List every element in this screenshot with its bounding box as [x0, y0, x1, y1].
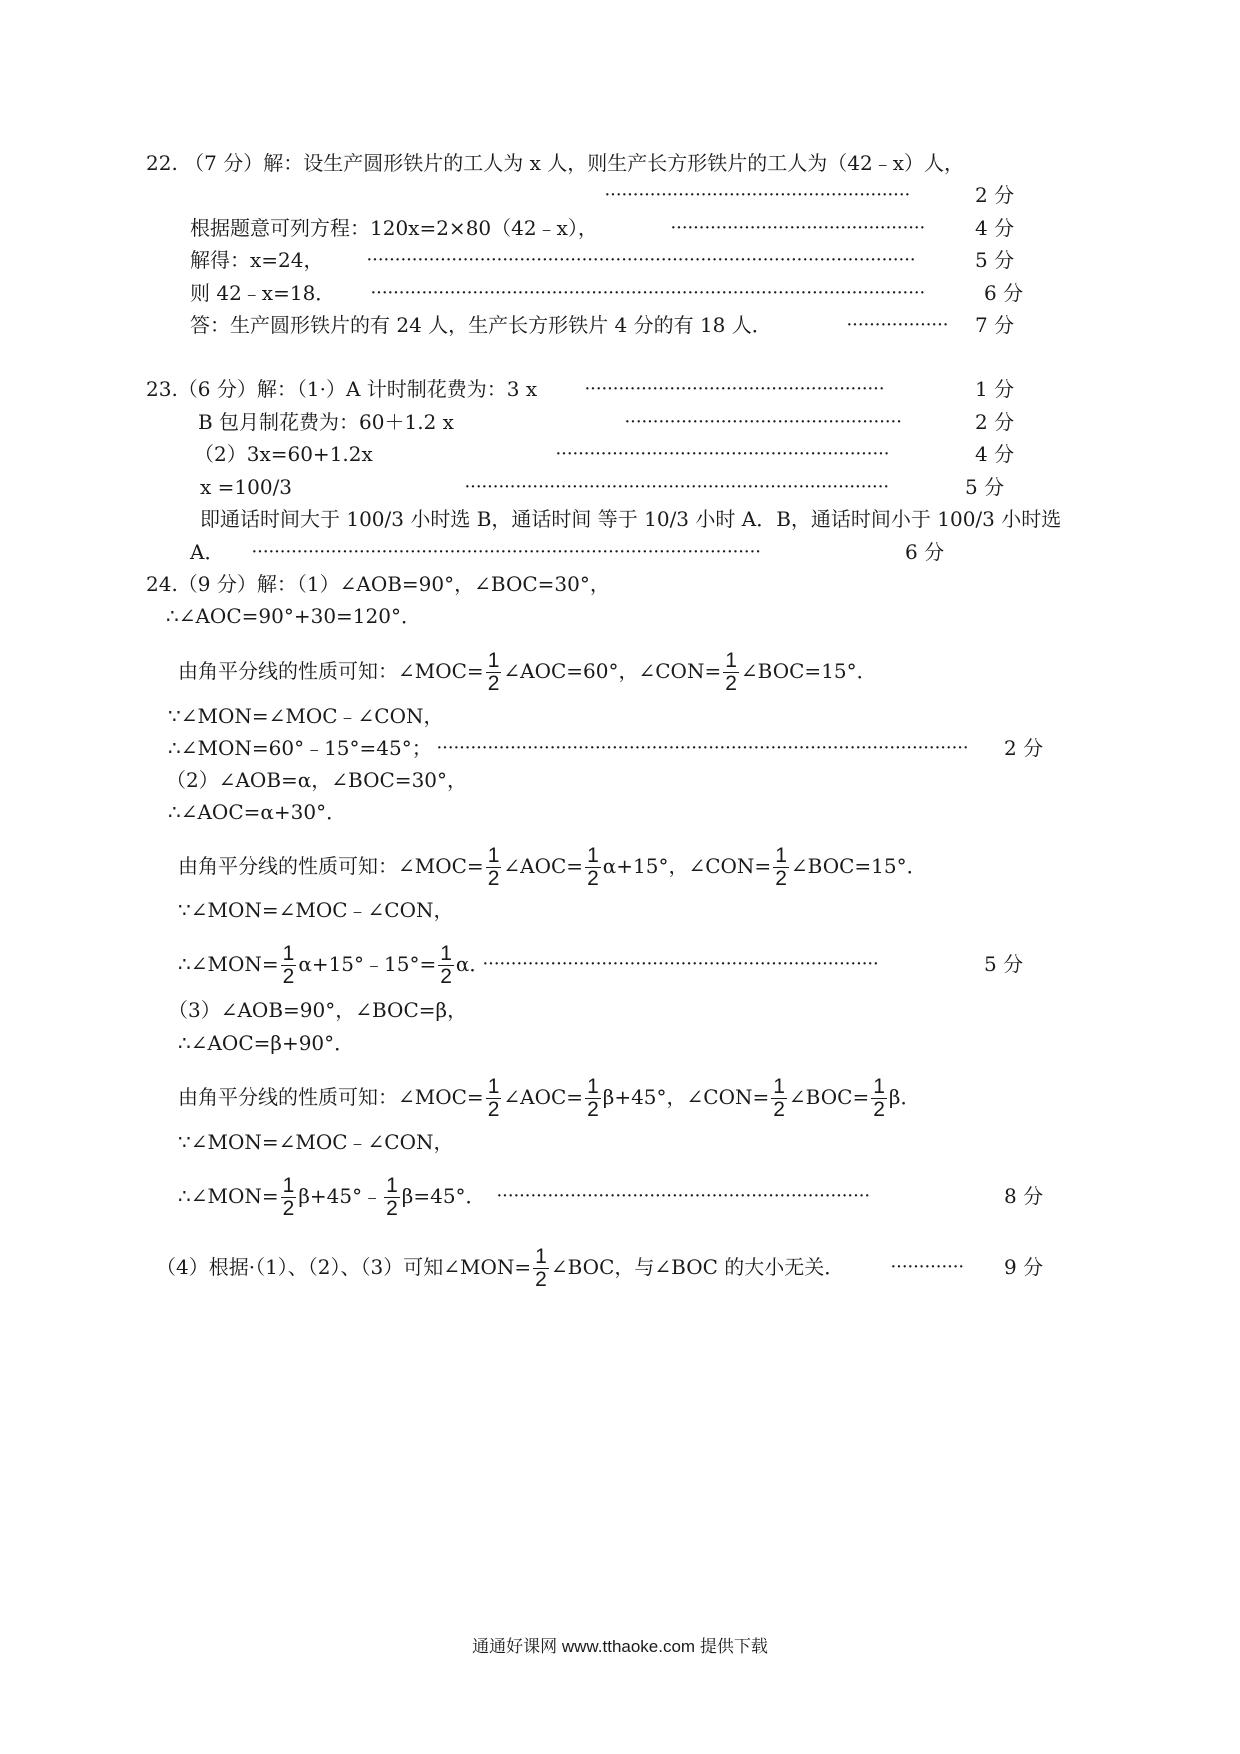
q24-line-2: ∴∠AOC=90°+30=120°． [166, 604, 421, 628]
q23-line-2: B 包月制花费为：60＋1.2 x [198, 410, 454, 434]
q24-line-7: ∴∠AOC=α+30°． [168, 800, 347, 824]
q24-line-10-text-a: ∴∠MON= [178, 952, 279, 976]
q24-line-13-text-a: 由角平分线的性质可知：∠MOC= [178, 1085, 484, 1109]
fraction-half: $\frac{1}{2}$ [440, 942, 452, 988]
q24-line-3-text-a: 由角平分线的性质可知：∠MOC= [178, 659, 484, 683]
q22-dots-4: ·································································································· [370, 282, 925, 304]
q24-line-13-text-b: ∠AOC= [503, 1085, 584, 1109]
q24-line-11: （3）∠AOB=90°，∠BOC=β， [168, 998, 468, 1022]
q24-line-13-text-d: ∠BOC= [788, 1085, 870, 1109]
fraction-half: $\frac{1}{2}$ [535, 1245, 547, 1291]
q23-dots-2: ················································· [624, 411, 902, 433]
q22-line-4: 则 42﹣x=18． [190, 281, 336, 305]
fraction-half: $\frac{1}{2}$ [282, 1174, 295, 1220]
q24-score-5: 2 分 [1004, 736, 1044, 760]
q24-dots-16: ············· [890, 1256, 964, 1278]
q24-score-16: 9 分 [1004, 1255, 1044, 1279]
fraction-half: $\frac{1}{2}$ [386, 1174, 398, 1220]
q24-line-8-text-c: α+15°，∠CON= [602, 854, 772, 878]
q23-line-5: 即通话时间大于 100/3 小时选 B，通话时间 等于 10/3 小时 A．B，通话时间小于 100/3 小时选 [200, 507, 1062, 531]
q24-line-13-text-e: β． [888, 1085, 921, 1109]
fraction-half: $\frac{1}{2}$ [282, 942, 295, 988]
q24-line-1: 24.（9 分）解：（1）∠AOB=90°，∠BOC=30°， [146, 572, 610, 596]
q24-line-15-text-a: ∴∠MON= [178, 1184, 279, 1208]
q24-line-16 [156, 1246, 844, 1291]
q24-dots-15: ·································································· [496, 1185, 870, 1207]
q24-line-13-text-c: β+45°，∠CON= [602, 1085, 770, 1109]
q24-dots-10: ······································································ [482, 953, 879, 975]
q24-line-8-text-d: ∠BOC=15°． [790, 854, 927, 878]
q22-line-2: 根据题意可列方程：120x=2×80（42﹣x）， [190, 216, 598, 240]
q23-dots-3: ··························································· [555, 443, 889, 465]
q23-line-3: （2）3x=60+1.2x [194, 442, 373, 466]
q24-line-13 [178, 1076, 920, 1121]
q24-line-8-text-a: 由角平分线的性质可知：∠MOC= [178, 854, 484, 878]
q23-score-4: 5 分 [965, 475, 1005, 499]
fraction-half: $\frac{1}{2}$ [587, 844, 599, 890]
q24-score-10: 5 分 [984, 952, 1024, 976]
q22-dots-1: ······················································ [604, 184, 910, 206]
fraction-half: $\frac{1}{2}$ [873, 1075, 885, 1121]
q24-line-15-text-b: β+45°﹣ [298, 1184, 383, 1208]
q22-score-4: 6 分 [984, 281, 1024, 305]
q23-dots-4: ··········································································· [464, 476, 889, 498]
q24-line-4: ∵∠MON=∠MOC﹣∠CON， [168, 704, 444, 728]
q24-line-12: ∴∠AOC=β+90°． [178, 1031, 355, 1055]
q24-line-16-text-a: （4）根据·（1）、（2）、（3）可知∠MON= [156, 1255, 532, 1279]
q24-score-15: 8 分 [1004, 1184, 1044, 1208]
q24-line-9: ∵∠MON=∠MOC﹣∠CON， [178, 898, 454, 922]
q22-score-1: 2 分 [975, 183, 1015, 207]
q24-line-10 [178, 943, 489, 988]
fraction-half: $\frac{1}{2}$ [487, 1075, 500, 1121]
fraction-half: $\frac{1}{2}$ [725, 649, 737, 695]
q23-line-1: 23.（6 分）解：（1·）A 计时制花费为：3 x [146, 377, 538, 401]
q23-line-6: A． [190, 540, 225, 564]
q22-score-3: 5 分 [975, 248, 1015, 272]
q24-line-16-text-b: ∠BOC，与∠BOC 的大小无关． [550, 1255, 845, 1279]
q24-line-10-text-c: α． [455, 952, 490, 976]
q24-line-3-text-b: ∠AOC=60°，∠CON= [503, 659, 722, 683]
q22-dots-3: ································································································· [366, 249, 916, 271]
q22-dots-2: ············································· [670, 217, 925, 239]
fraction-half: $\frac{1}{2}$ [775, 844, 787, 890]
q24-line-6: （2）∠AOB=α，∠BOC=30°， [166, 768, 468, 792]
q24-line-15-text-c: β=45°． [401, 1184, 486, 1208]
q22-score-5: 7 分 [975, 313, 1015, 337]
q23-score-2: 2 分 [975, 410, 1015, 434]
footer-source-note: 通通好课网 www.tthaoke.com 提供下载 [472, 1637, 768, 1656]
q23-dots-1: ····················································· [584, 378, 884, 400]
fraction-half: $\frac{1}{2}$ [773, 1075, 785, 1121]
q23-score-3: 4 分 [975, 442, 1015, 466]
q24-line-5: ∴∠MON=60°﹣15°=45°； [168, 736, 432, 760]
q24-line-3 [178, 650, 877, 695]
q24-line-8 [178, 845, 927, 890]
q24-line-14: ∵∠MON=∠MOC﹣∠CON， [178, 1130, 454, 1154]
q23-dots-6: ·························································································· [251, 541, 761, 563]
q22-dots-5: ·················· [846, 314, 948, 336]
q24-line-15 [178, 1175, 486, 1220]
q24-line-3-text-c: ∠BOC=15°． [740, 659, 877, 683]
fraction-half: $\frac{1}{2}$ [487, 844, 500, 890]
q24-dots-5: ······························································································ [436, 737, 969, 759]
q22-line-3: 解得：x=24， [190, 248, 324, 272]
fraction-half: $\frac{1}{2}$ [487, 649, 500, 695]
q22-score-2: 4 分 [975, 216, 1015, 240]
q22-line-1: 22. （7 分）解：设生产圆形铁片的工人为 x 人，则生产长方形铁片的工人为（42﹣x）人， [146, 151, 964, 175]
q24-line-8-text-b: ∠AOC= [503, 854, 584, 878]
q23-score-1: 1 分 [975, 377, 1015, 401]
q22-line-5: 答：生产圆形铁片的有 24 人，生产长方形铁片 4 分的有 18 人． [190, 313, 772, 337]
fraction-half: $\frac{1}{2}$ [587, 1075, 599, 1121]
q23-score-6: 6 分 [905, 540, 945, 564]
q24-line-10-text-b: α+15°﹣15°= [298, 952, 437, 976]
q23-line-4: x =100/3 [200, 475, 293, 499]
